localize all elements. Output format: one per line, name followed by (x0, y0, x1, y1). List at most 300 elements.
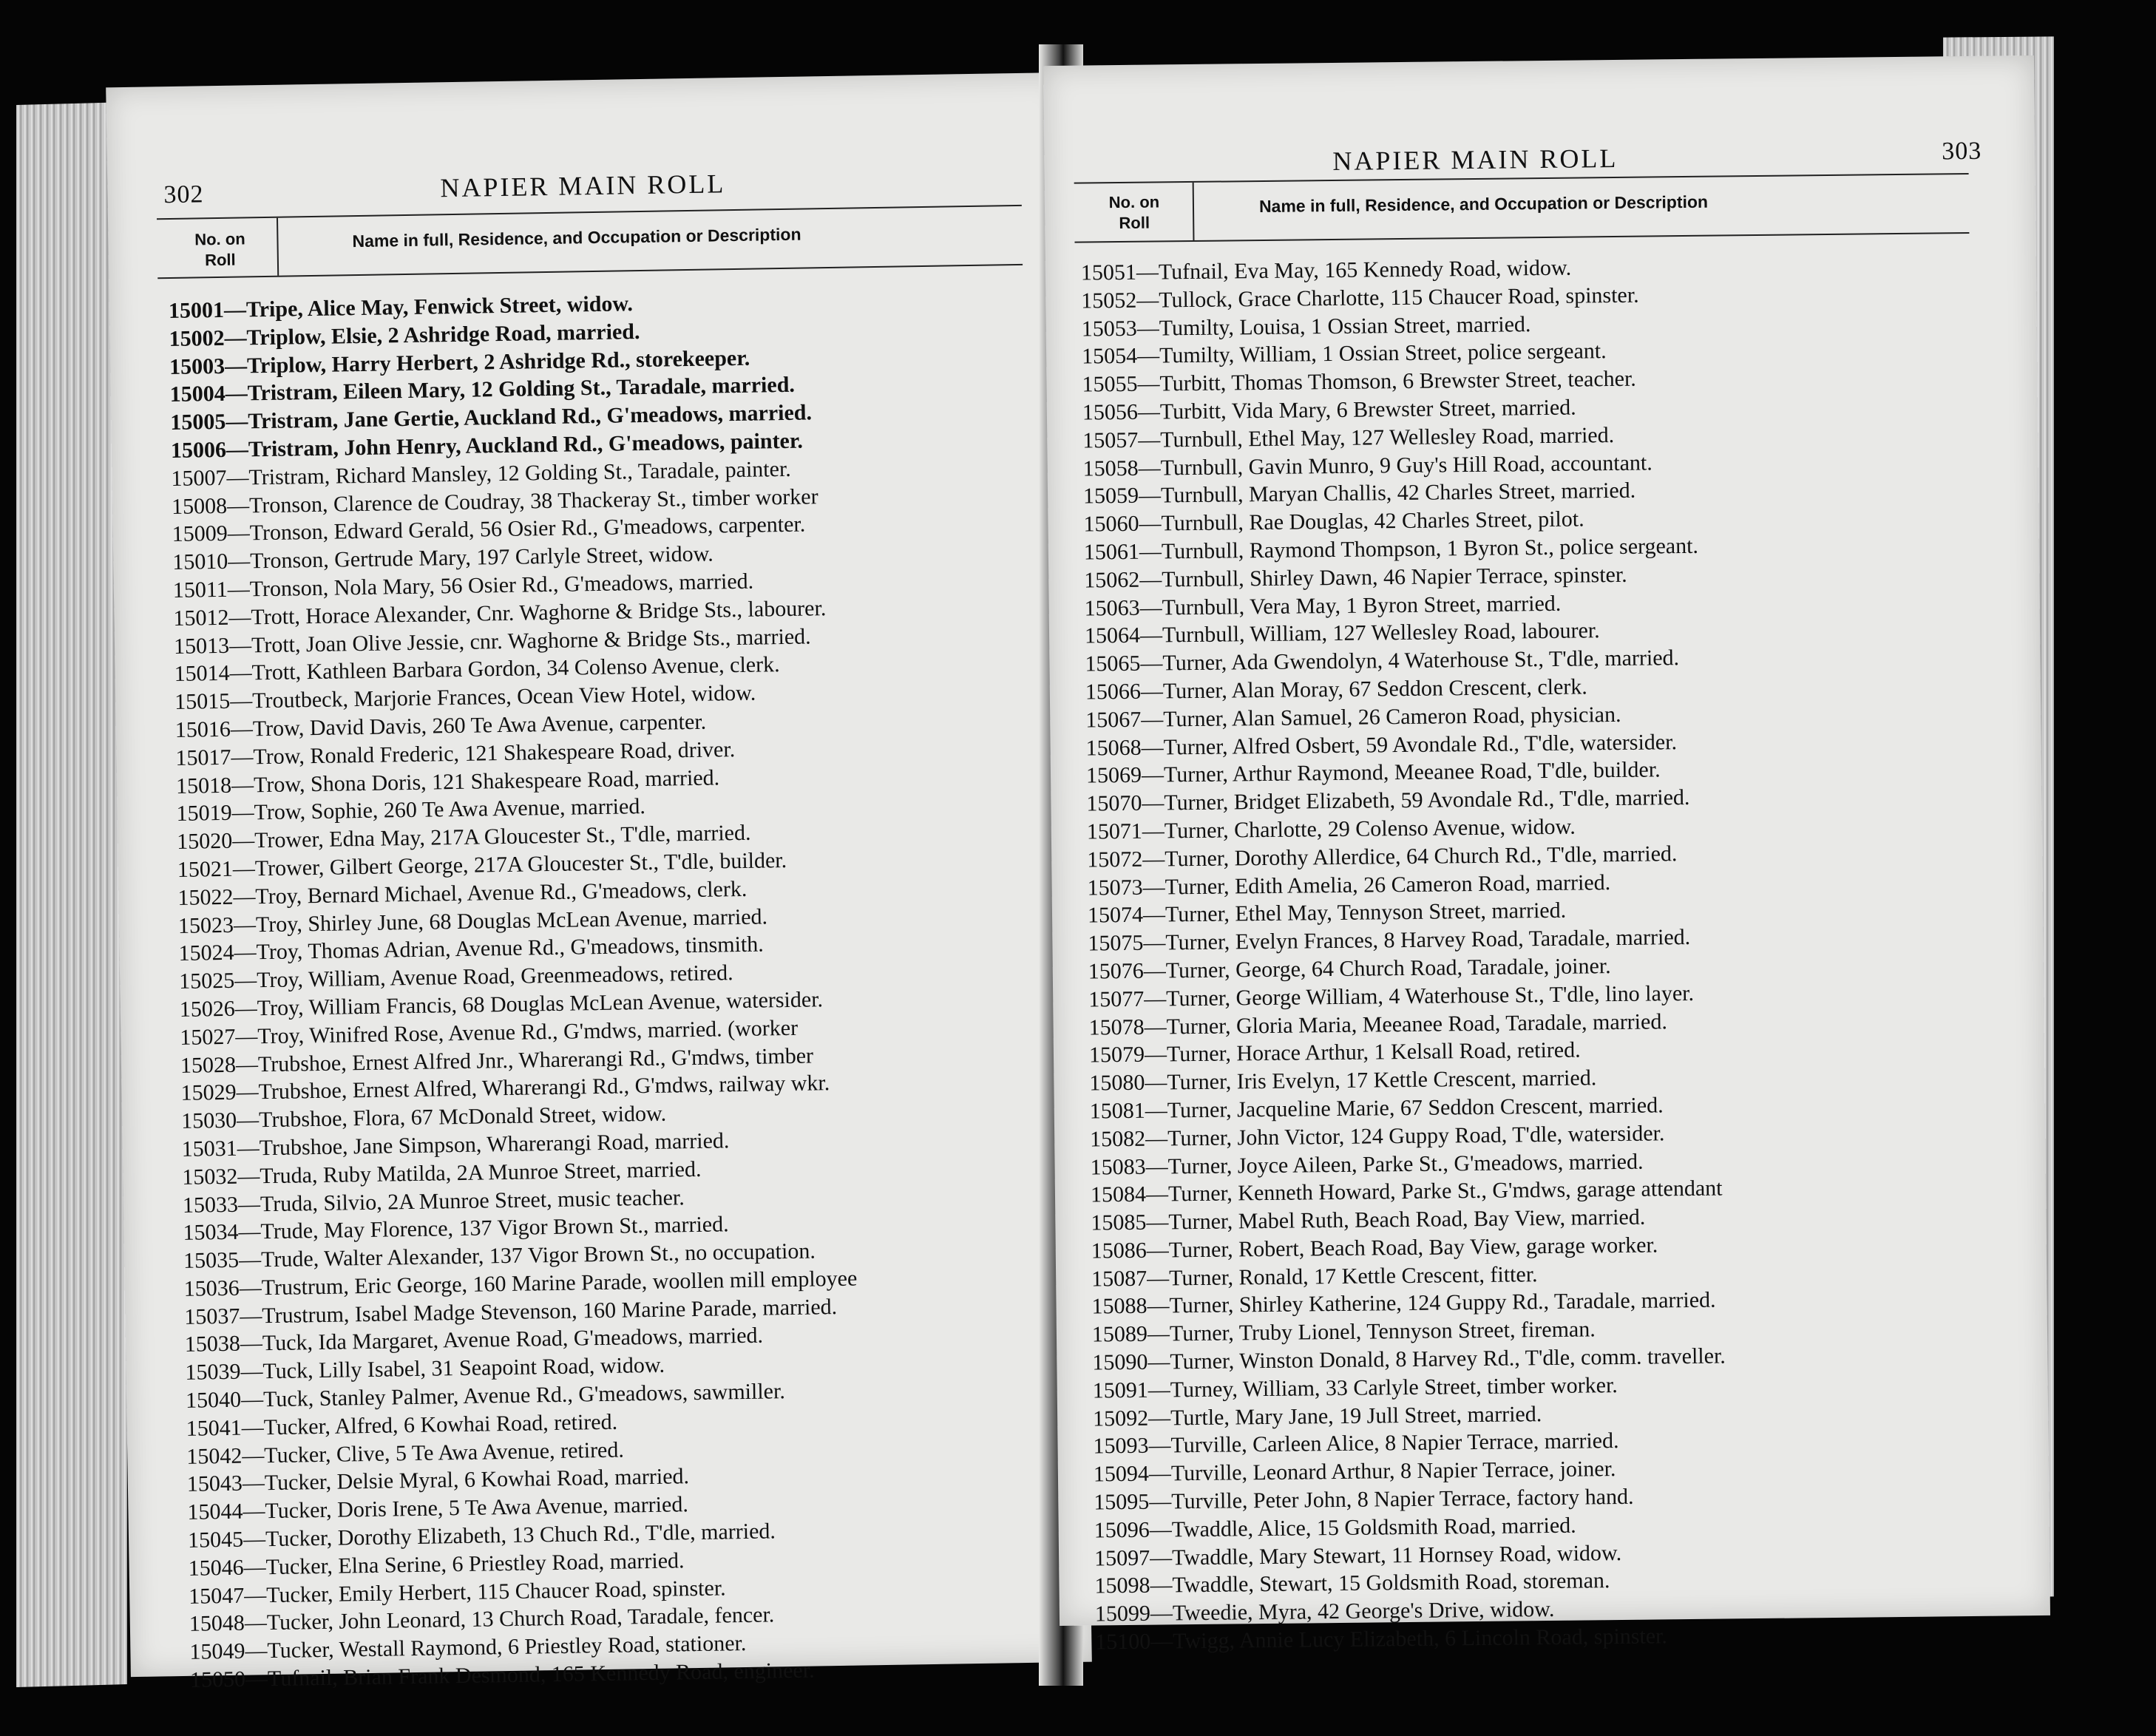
roll-entry: 15090—Turner, Winston Donald, 8 Harvey Rd., T'dle, comm. traveller. (1092, 1339, 2031, 1377)
roll-number: 15087 (1091, 1266, 1148, 1292)
roll-entry-text: Tucker, John Leonard, 13 Church Road, Taradale, fencer. (266, 1602, 775, 1635)
roll-entry-text: Tullock, Grace Charlotte, 115 Chaucer Road, spinster. (1159, 282, 1639, 313)
roll-entry: 15097—Twaddle, Mary Stewart, 11 Hornsey Road, widow. (1094, 1535, 2033, 1573)
roll-entry: 15052—Tullock, Grace Charlotte, 115 Chaucer Road, spinster. (1081, 277, 2020, 315)
roll-entry-text: Turner, Jacqueline Marie, 67 Seddon Crescent, married. (1167, 1093, 1664, 1123)
roll-number: 15076 (1088, 958, 1144, 984)
roll-entry: 15037—Trustrum, Isabel Madge Stevenson, 160 Marine Parade, married. (184, 1289, 1079, 1332)
roll-entry-text: Trower, Gilbert George, 217A Gloucester St., T'dle, builder. (254, 847, 787, 881)
roll-entry-text: Turner, George, 64 Church Road, Taradale, joiner. (1165, 954, 1611, 983)
roll-number: 15020 (176, 828, 233, 855)
roll-entry-text: Troy, William, Avenue Road, Greenmeadows, retired. (256, 960, 733, 993)
roll-entry-text: Triplow, Elsie, 2 Ashridge Road, married. (246, 319, 640, 350)
roll-number: 15086 (1091, 1238, 1147, 1264)
roll-entry: 15063—Turnbull, Vera May, 1 Byron Street, married. (1084, 585, 2023, 623)
roll-entry: 15077—Turner, George William, 4 Waterhouse St., T'dle, lino layer. (1088, 976, 2027, 1014)
column-header-roll-number (1079, 191, 1190, 234)
roll-entry-text: Turbitt, Vida Mary, 6 Brewster Street, married. (1159, 395, 1576, 424)
roll-number: 15021 (177, 856, 234, 882)
roll-entry: 15035—Trude, Walter Alexander, 137 Vigor Brown St., no occupation. (183, 1233, 1078, 1275)
roll-number: 15007 (171, 465, 227, 491)
roll-number: 15031 (181, 1136, 238, 1162)
roll-entry: 15006—Tristram, John Henry, Auckland Rd., G'meadows, painter. (171, 423, 1065, 465)
roll-number: 15033 (182, 1192, 239, 1218)
roll-number: 15066 (1085, 679, 1142, 705)
roll-entry-text: Truda, Ruby Matilda, 2A Munroe Street, married. (260, 1156, 702, 1188)
roll-entry: 15050—Tufnail, Brian Frank Desmond, 165 Kennedy Road, engineer. (190, 1652, 1085, 1695)
roll-entry-text: Turnbull, Gavin Munro, 9 Guy's Hill Road, accountant. (1160, 450, 1652, 481)
roll-number: 15023 (177, 912, 234, 938)
roll-entry: 15072—Turner, Dorothy Allerdice, 64 Church Rd., T'dle, married. (1087, 836, 2026, 874)
roll-entry: 15025—Troy, William, Avenue Road, Greenmeadows, retired. (179, 954, 1074, 996)
roll-number: 15095 (1094, 1489, 1150, 1515)
roll-number: 15042 (186, 1443, 243, 1469)
roll-number: 15080 (1089, 1070, 1145, 1096)
roll-entry: 15027—Troy, Winifred Rose, Avenue Rd., G'mdws, married. (worker (180, 1010, 1074, 1052)
roll-entry-text: Turner, Mabel Ruth, Beach Road, Bay View, married. (1168, 1204, 1646, 1235)
roll-entry: 15098—Twaddle, Stewart, 15 Goldsmith Road, storeman. (1094, 1563, 2033, 1601)
column-header-roll-number (164, 228, 276, 271)
roll-entry: 15047—Tucker, Emily Herbert, 115 Chaucer Road, spinster. (189, 1568, 1083, 1610)
roll-entry-text: Turner, Edith Amelia, 26 Cameron Road, married. (1165, 869, 1611, 899)
roll-entry-text: Turnbull, Raymond Thompson, 1 Byron St., police sergeant. (1161, 533, 1699, 564)
roll-entry-text: Tuck, Ida Margaret, Avenue Road, G'meadows, married. (262, 1323, 764, 1356)
roll-entry-text: Turner, Winston Donald, 8 Harvey Rd., T'dle, comm. traveller. (1170, 1343, 1726, 1374)
roll-number: 15096 (1094, 1517, 1150, 1543)
roll-number: 15052 (1081, 288, 1137, 313)
roll-entry-text: Twaddle, Stewart, 15 Goldsmith Road, storeman. (1172, 1568, 1610, 1598)
roll-number: 15067 (1085, 707, 1142, 733)
roll-number: 15025 (178, 968, 235, 994)
roll-entry: 15061—Turnbull, Raymond Thompson, 1 Byron St., police sergeant. (1084, 529, 2023, 566)
header-rule-bottom (1074, 232, 1969, 243)
roll-number: 15018 (175, 773, 232, 799)
roll-entry-text: Tucker, Clive, 5 Te Awa Avenue, retired. (264, 1437, 625, 1468)
roll-number: 15012 (173, 605, 229, 631)
roll-entry-text: Turville, Carleen Alice, 8 Napier Terrace, married. (1170, 1428, 1619, 1458)
roll-number: 15063 (1084, 595, 1140, 621)
roll-entry: 15099—Tweedie, Myra, 42 George's Drive, widow. (1095, 1590, 2034, 1628)
roll-entry-text: Turner, Ethel May, Tennyson Street, married. (1165, 898, 1567, 927)
roll-entry-text: Trubshoe, Flora, 67 McDonald Street, widow. (258, 1101, 667, 1133)
header-column-separator (1193, 183, 1195, 240)
roll-entry-text: Turner, Iris Evelyn, 17 Kettle Crescent, married. (1167, 1065, 1597, 1095)
roll-entry-text: Tronson, Clarence de Coudray, 38 Thackeray St., timber worker (248, 484, 818, 518)
roll-entry: 15084—Turner, Kenneth Howard, Parke St., G'mdws, garage attendant (1091, 1171, 2030, 1209)
roll-entry: 15100—Twigg, Annie Lucy Elizabeth, 6 Lincoln Road, spinster. (1095, 1618, 2034, 1656)
roll-entry-text: Turnbull, Rae Douglas, 42 Charles Street, pilot. (1161, 506, 1584, 536)
roll-entry-text: Tucker, Delsie Myral, 6 Kowhai Road, married. (264, 1464, 690, 1496)
roll-number: 15090 (1092, 1349, 1148, 1375)
roll-entry-text: Tweedie, Myra, 42 George's Drive, widow. (1172, 1597, 1555, 1626)
roll-entry: 15069—Turner, Arthur Raymond, Meeanee Road, T'dle, builder. (1086, 753, 2025, 790)
roll-entry: 15010—Tronson, Gertrude Mary, 197 Carlyle Street, widow. (172, 535, 1067, 577)
roll-number: 15055 (1082, 371, 1138, 397)
roll-number: 15030 (180, 1108, 237, 1134)
roll-entry-text: Turville, Leonard Arthur, 8 Napier Terrace, joiner. (1170, 1457, 1616, 1486)
roll-entry-text: Trott, Kathleen Barbara Gordon, 34 Colenso Avenue, clerk. (251, 652, 780, 685)
roll-number: 15050 (189, 1667, 246, 1692)
roll-entry-text: Trott, Joan Olive Jessie, cnr. Waghorne & Bridge Sts., married. (251, 624, 811, 657)
roll-entry-text: Trott, Horace Alexander, Cnr. Waghorne & Bridge Sts., labourer. (251, 595, 827, 630)
roll-entry-text: Tucker, Elna Serine, 6 Priestley Road, married. (265, 1548, 685, 1580)
roll-entry-text: Trude, Walter Alexander, 137 Vigor Brown St., no occupation. (260, 1238, 816, 1272)
roll-entry-text: Turner, Robert, Beach Road, Bay View, garage worker. (1168, 1233, 1658, 1263)
roll-entry-text: Truda, Silvio, 2A Munroe Street, music teacher. (260, 1184, 685, 1216)
roll-entry-list (1081, 249, 2035, 1656)
page-number: 303 (1942, 137, 1982, 166)
roll-entry-text: Turnbull, Vera May, 1 Byron Street, married. (1162, 591, 1562, 620)
roll-number: 15060 (1083, 511, 1139, 537)
roll-entry: 15001—Tripe, Alice May, Fenwick Street, widow. (169, 283, 1063, 325)
roll-entry: 15016—Trow, David Davis, 260 Te Awa Avenue, carpenter. (175, 702, 1070, 745)
roll-number: 15047 (189, 1583, 245, 1609)
roll-entry-text: Turner, Ronald, 17 Kettle Crescent, fitter. (1168, 1261, 1538, 1291)
roll-entry: 15053—Tumilty, Louisa, 1 Ossian Street, married. (1082, 305, 2021, 343)
roll-entry: 15056—Turbitt, Vida Mary, 6 Brewster Street, married. (1082, 389, 2021, 427)
roll-entry-text: Turner, George William, 4 Waterhouse St., T'dle, lino layer. (1166, 980, 1695, 1011)
running-title: NAPIER MAIN ROLL (440, 169, 726, 203)
roll-entry: 15078—Turner, Gloria Maria, Meeanee Road, Taradale, married. (1088, 1004, 2027, 1042)
roll-number: 15049 (189, 1638, 245, 1665)
roll-entry: 15026—Troy, William Francis, 68 Douglas McLean Avenue, watersider. (180, 982, 1074, 1024)
roll-entry: 15073—Turner, Edith Amelia, 26 Cameron Road, married. (1087, 864, 2026, 902)
roll-entry: 15081—Turner, Jacqueline Marie, 67 Seddon Crescent, married. (1090, 1088, 2029, 1125)
roll-entry: 15036—Trustrum, Eric George, 160 Marine Parade, woollen mill employee (183, 1261, 1078, 1303)
roll-number: 15072 (1087, 847, 1143, 872)
roll-number: 15041 (186, 1415, 242, 1441)
roll-entry-text: Turnbull, William, 127 Wellesley Road, labourer. (1162, 618, 1600, 648)
roll-entry: 15005—Tristram, Jane Gertie, Auckland Rd., G'meadows, married. (170, 395, 1065, 437)
roll-entry-text: Tucker, Alfred, 6 Kowhai Road, retired. (263, 1409, 618, 1440)
roll-entry-text: Turner, Bridget Elizabeth, 59 Avondale Rd., T'dle, married. (1164, 785, 1690, 816)
roll-entry: 15088—Turner, Shirley Katherine, 124 Guppy Rd., Taradale, married. (1091, 1284, 2030, 1321)
roll-entry: 15041—Tucker, Alfred, 6 Kowhai Road, retired. (186, 1401, 1080, 1443)
roll-entry-text: Turnbull, Ethel May, 127 Wellesley Road, married. (1160, 422, 1615, 452)
roll-number: 15029 (180, 1080, 237, 1106)
roll-entry: 15058—Turnbull, Gavin Munro, 9 Guy's Hill Road, accountant. (1083, 445, 2022, 483)
roll-entry: 15014—Trott, Kathleen Barbara Gordon, 34 Colenso Avenue, clerk. (174, 646, 1068, 688)
column-header-roll-number-line1: No. on (194, 229, 245, 249)
roll-number: 15084 (1090, 1181, 1147, 1207)
roll-entry-text: Triplow, Harry Herbert, 2 Ashridge Rd., storekeeper. (246, 345, 750, 378)
roll-entry: 15018—Trow, Shona Doris, 121 Shakespeare Road, married. (176, 759, 1071, 801)
roll-entry: 15051—Tufnail, Eva May, 165 Kennedy Road, widow. (1081, 249, 2020, 287)
roll-number: 15070 (1086, 790, 1142, 816)
right-page (1043, 55, 2050, 1655)
roll-number: 15037 (184, 1303, 240, 1329)
roll-entry: 15029—Trubshoe, Ernest Alfred, Wharerangi Rd., G'mdws, railway wkr. (180, 1065, 1075, 1108)
roll-number: 15064 (1084, 623, 1141, 648)
roll-entry-text: Turner, Joyce Aileen, Parke St., G'meadows, married. (1167, 1149, 1644, 1179)
roll-number: 15093 (1093, 1434, 1149, 1459)
roll-entry: 15066—Turner, Alan Moray, 67 Seddon Crescent, clerk. (1085, 668, 2024, 706)
roll-entry: 15024—Troy, Thomas Adrian, Avenue Rd., G'meadows, tinsmith. (178, 926, 1073, 968)
roll-number: 15094 (1093, 1461, 1150, 1487)
roll-entry-text: Twigg, Annie Lucy Elizabeth, 6 Lincoln Road, spinster. (1173, 1624, 1668, 1654)
roll-entry: 15054—Tumilty, William, 1 Ossian Street, police sergeant. (1082, 333, 2021, 371)
roll-number: 15097 (1094, 1545, 1150, 1571)
roll-entry-text: Turner, Shirley Katherine, 124 Guppy Rd., Taradale, married. (1169, 1288, 1716, 1318)
roll-entry-text: Trow, Sophie, 260 Te Awa Avenue, married. (254, 794, 646, 825)
roll-number: 15028 (180, 1052, 237, 1078)
roll-entry: 15065—Turner, Ada Gwendolyn, 4 Waterhouse St., T'dle, married. (1085, 640, 2024, 678)
roll-entry-text: Turtle, Mary Jane, 19 Jull Street, married. (1170, 1401, 1542, 1431)
roll-number: 15099 (1094, 1601, 1151, 1627)
roll-entry: 15094—Turville, Leonard Arthur, 8 Napier Terrace, joiner. (1094, 1451, 2033, 1488)
roll-entry-text: Trubshoe, Jane Simpson, Wharerangi Road, married. (259, 1128, 730, 1161)
roll-number: 15019 (176, 801, 232, 827)
roll-entry: 15023—Troy, Shirley June, 68 Douglas McLean Avenue, married. (178, 898, 1073, 940)
running-title: NAPIER MAIN ROLL (1332, 143, 1618, 176)
roll-entry-list (169, 283, 1085, 1695)
roll-number: 15009 (172, 521, 228, 547)
roll-entry: 15040—Tuck, Stanley Palmer, Avenue Rd., G'meadows, sawmiller. (186, 1373, 1080, 1415)
roll-entry-text: Turner, Ada Gwendolyn, 4 Waterhouse St., T'dle, married. (1162, 645, 1680, 676)
roll-number: 15058 (1082, 455, 1139, 481)
roll-entry-text: Twaddle, Alice, 15 Goldsmith Road, married. (1171, 1513, 1576, 1542)
roll-entry-text: Tucker, Doris Irene, 5 Te Awa Avenue, married. (265, 1492, 689, 1524)
roll-number: 15035 (183, 1247, 240, 1273)
roll-entry-text: Trow, David Davis, 260 Te Awa Avenue, carpenter. (252, 709, 707, 742)
roll-number: 15079 (1088, 1042, 1145, 1068)
roll-entry-text: Tumilty, William, 1 Ossian Street, police sergeant. (1159, 339, 1607, 368)
roll-entry-text: Twaddle, Mary Stewart, 11 Hornsey Road, widow. (1171, 1540, 1622, 1570)
roll-entry: 15082—Turner, John Victor, 124 Guppy Road, T'dle, watersider. (1090, 1116, 2029, 1153)
roll-number: 15016 (174, 716, 231, 742)
roll-number: 15015 (174, 688, 231, 715)
roll-entry: 15055—Turbitt, Thomas Thomson, 6 Brewster Street, teacher. (1082, 361, 2021, 399)
roll-entry: 15012—Trott, Horace Alexander, Cnr. Waghorne & Bridge Sts., labourer. (173, 591, 1068, 633)
roll-entry-text: Turner, Alan Moray, 67 Seddon Crescent, clerk. (1162, 674, 1587, 704)
roll-entry-text: Tronson, Nola Mary, 56 Osier Rd., G'meadows, married. (249, 569, 754, 602)
roll-number: 15089 (1091, 1321, 1148, 1347)
roll-entry: 15017—Trow, Ronald Frederic, 121 Shakespeare Road, driver. (175, 730, 1070, 773)
roll-entry-text: Tristram, Richard Mansley, 12 Golding St., Taradale, painter. (248, 456, 792, 490)
roll-number: 15043 (186, 1471, 243, 1497)
roll-number: 15032 (182, 1164, 238, 1190)
roll-entry: 15028—Trubshoe, Ernest Alfred Jnr., Wharerangi Rd., G'mdws, timber (180, 1037, 1075, 1079)
roll-entry: 15085—Turner, Mabel Ruth, Beach Road, Bay View, married. (1091, 1199, 2030, 1237)
roll-entry: 15009—Tronson, Edward Gerald, 56 Osier Rd., G'meadows, carpenter. (172, 506, 1066, 549)
roll-entry: 15080—Turner, Iris Evelyn, 17 Kettle Crescent, married. (1089, 1059, 2028, 1097)
roll-number: 15057 (1082, 427, 1139, 453)
roll-number: 15046 (188, 1555, 244, 1581)
roll-number: 15022 (177, 884, 234, 910)
roll-number: 15003 (169, 353, 226, 379)
roll-number: 15038 (184, 1332, 241, 1357)
roll-entry: 15007—Tristram, Richard Mansley, 12 Golding St., Taradale, painter. (171, 451, 1065, 493)
roll-number: 15061 (1083, 539, 1140, 565)
roll-entry-text: Tucker, Dorothy Elizabeth, 13 Chuch Rd., T'dle, married. (265, 1519, 776, 1552)
roll-entry-text: Troy, Bernard Michael, Avenue Rd., G'meadows, clerk. (255, 876, 748, 909)
roll-entry: 15003—Triplow, Harry Herbert, 2 Ashridge Rd., storekeeper. (169, 339, 1064, 382)
roll-entry: 15038—Tuck, Ida Margaret, Avenue Road, G'meadows, married. (185, 1317, 1079, 1359)
roll-entry-text: Troutbeck, Marjorie Frances, Ocean View Hotel, widow. (251, 680, 756, 713)
roll-entry: 15075—Turner, Evelyn Frances, 8 Harvey Road, Taradale, married. (1088, 920, 2027, 957)
roll-number: 15068 (1085, 735, 1142, 761)
column-header-roll-number-line1: No. on (1108, 192, 1160, 212)
roll-entry: 15064—Turnbull, William, 127 Wellesley Road, labourer. (1085, 613, 2024, 651)
roll-entry: 15048—Tucker, John Leonard, 13 Church Road, Taradale, fencer. (189, 1596, 1084, 1638)
roll-entry: 15011—Tronson, Nola Mary, 56 Osier Rd., G'meadows, married. (173, 563, 1068, 605)
column-header-roll-number-line2: Roll (1119, 213, 1150, 233)
roll-number: 15039 (185, 1359, 241, 1386)
header-rule-bottom (157, 264, 1023, 279)
roll-number: 15069 (1085, 763, 1142, 788)
roll-number: 15078 (1088, 1014, 1145, 1040)
roll-number: 15051 (1080, 260, 1137, 285)
roll-number: 15001 (168, 297, 225, 324)
roll-number: 15073 (1087, 875, 1143, 901)
roll-entry-text: Tripe, Alice May, Fenwick Street, widow. (245, 291, 634, 322)
roll-number: 15013 (173, 633, 230, 659)
roll-entry-text: Trustrum, Isabel Madge Stevenson, 160 Marine Parade, married. (262, 1294, 838, 1328)
roll-entry: 15074—Turner, Ethel May, Tennyson Street, married. (1088, 892, 2027, 930)
roll-entry-text: Turnbull, Maryan Challis, 42 Charles Street, married. (1160, 478, 1636, 508)
roll-number: 15059 (1082, 484, 1139, 509)
roll-entry: 15032—Truda, Ruby Matilda, 2A Munroe Street, married. (182, 1150, 1077, 1192)
roll-entry-text: Turnbull, Shirley Dawn, 46 Napier Terrace, spinster. (1162, 562, 1627, 592)
roll-entry: 15067—Turner, Alan Samuel, 26 Cameron Road, physician. (1085, 696, 2024, 734)
roll-entry-text: Turney, William, 33 Carlyle Street, timber worker. (1170, 1372, 1618, 1403)
roll-entry: 15042—Tucker, Clive, 5 Te Awa Avenue, retired. (186, 1429, 1081, 1471)
roll-number: 15005 (170, 410, 226, 435)
roll-entry-text: Tristram, Jane Gertie, Auckland Rd., G'meadows, married. (248, 400, 813, 434)
roll-number: 15075 (1088, 930, 1144, 956)
roll-entry: 15030—Trubshoe, Flora, 67 McDonald Street, widow. (181, 1094, 1076, 1136)
roll-entry-text: Troy, William Francis, 68 Douglas McLean Avenue, watersider. (257, 987, 824, 1021)
roll-entry-text: Turner, Truby Lionel, Tennyson Street, fireman. (1169, 1317, 1596, 1346)
roll-entry-text: Tucker, Westall Raymond, 6 Priestley Road, stationer. (267, 1631, 747, 1664)
roll-entry-text: Turner, Evelyn Frances, 8 Harvey Road, Taradale, married. (1165, 925, 1691, 955)
roll-entry: 15059—Turnbull, Maryan Challis, 42 Charles Street, married. (1083, 473, 2022, 511)
roll-number: 15085 (1091, 1210, 1147, 1235)
roll-entry-text: Tronson, Gertrude Mary, 197 Carlyle Street, widow. (250, 541, 714, 574)
roll-entry-text: Troy, Winifred Rose, Avenue Rd., G'mdws, married. (worker (257, 1015, 799, 1048)
roll-entry-text: Tuck, Lilly Isabel, 31 Seapoint Road, widow. (262, 1352, 665, 1384)
roll-number: 15065 (1085, 651, 1141, 677)
roll-number: 15053 (1081, 316, 1137, 342)
roll-entry: 15060—Turnbull, Rae Douglas, 42 Charles Street, pilot. (1083, 501, 2022, 538)
roll-entry-text: Turner, John Victor, 124 Guppy Road, T'dle, watersider. (1167, 1121, 1665, 1151)
roll-number: 15081 (1089, 1098, 1145, 1124)
roll-number: 15092 (1092, 1406, 1149, 1431)
roll-entry: 15039—Tuck, Lilly Isabel, 31 Seapoint Road, widow. (185, 1345, 1079, 1387)
roll-entry-text: Tufnail, Eva May, 165 Kennedy Road, widow. (1158, 255, 1572, 285)
roll-entry: 15043—Tucker, Delsie Myral, 6 Kowhai Road, married. (187, 1457, 1082, 1499)
roll-entry: 15033—Truda, Silvio, 2A Munroe Street, music teacher. (183, 1177, 1077, 1219)
roll-entry-text: Turville, Peter John, 8 Napier Terrace, factory hand. (1171, 1484, 1634, 1514)
roll-entry: 15034—Trude, May Florence, 137 Vigor Brown St., married. (183, 1205, 1077, 1247)
roll-entry-text: Tumilty, Louisa, 1 Ossian Street, married. (1159, 311, 1531, 341)
roll-entry: 15079—Turner, Horace Arthur, 1 Kelsall Road, retired. (1089, 1032, 2028, 1070)
roll-number: 15026 (179, 996, 236, 1022)
roll-entry-text: Turner, Gloria Maria, Meeanee Road, Taradale, married. (1166, 1008, 1668, 1039)
column-header-description: Name in full, Residence, and Occupation or Description (352, 224, 801, 251)
roll-entry-text: Turner, Kenneth Howard, Parke St., G'mdws, garage attendant (1167, 1176, 1723, 1207)
roll-entry-text: Trower, Edna May, 217A Gloucester St., T'dle, married. (254, 820, 751, 853)
roll-entry: 15019—Trow, Sophie, 260 Te Awa Avenue, married. (176, 786, 1071, 828)
roll-entry-text: Turner, Dorothy Allerdice, 64 Church Rd., T'dle, married. (1165, 841, 1678, 872)
roll-entry: 15031—Trubshoe, Jane Simpson, Wharerangi Road, married. (181, 1122, 1076, 1164)
roll-number: 15048 (189, 1611, 245, 1637)
roll-number: 15006 (170, 437, 227, 464)
roll-entry: 15092—Turtle, Mary Jane, 19 Jull Street, married. (1093, 1395, 2032, 1433)
roll-entry: 15062—Turnbull, Shirley Dawn, 46 Napier Terrace, spinster. (1084, 557, 2023, 594)
page-number: 302 (163, 180, 204, 209)
roll-entry: 15002—Triplow, Elsie, 2 Ashridge Road, married. (169, 311, 1063, 353)
roll-entry: 15044—Tucker, Doris Irene, 5 Te Awa Avenue, married. (187, 1485, 1082, 1527)
roll-entry: 15083—Turner, Joyce Aileen, Parke St., G'meadows, married. (1090, 1144, 2029, 1181)
roll-entry-text: Turner, Alan Samuel, 26 Cameron Road, physician. (1163, 702, 1621, 732)
roll-entry-text: Turner, Charlotte, 29 Colenso Avenue, widow. (1164, 814, 1576, 844)
roll-entry-text: Turner, Alfred Osbert, 59 Avondale Rd., T'dle, watersider. (1163, 729, 1678, 759)
roll-number: 15011 (172, 577, 228, 603)
roll-entry-text: Turbitt, Thomas Thomson, 6 Brewster Street, teacher. (1159, 366, 1637, 396)
roll-entry-text: Troy, Thomas Adrian, Avenue Rd., G'meadows, tinsmith. (256, 932, 765, 965)
roll-entry-text: Turner, Horace Arthur, 1 Kelsall Road, retired. (1166, 1037, 1581, 1067)
roll-number: 15034 (183, 1220, 239, 1246)
roll-number: 15036 (183, 1275, 240, 1301)
roll-entry-text: Trubshoe, Ernest Alfred Jnr., Wharerangi Rd., G'mdws, timber (257, 1042, 814, 1076)
roll-number: 15008 (171, 493, 228, 519)
roll-entry: 15086—Turner, Robert, Beach Road, Bay View, garage worker. (1091, 1227, 2030, 1265)
roll-entry: 15070—Turner, Bridget Elizabeth, 59 Avondale Rd., T'dle, married. (1086, 780, 2025, 818)
roll-entry-text: Trow, Ronald Frederic, 121 Shakespeare Road, driver. (253, 736, 736, 770)
roll-entry-text: Trubshoe, Ernest Alfred, Wharerangi Rd., G'mdws, railway wkr. (258, 1071, 830, 1105)
roll-number: 15071 (1086, 818, 1143, 844)
roll-number: 15027 (180, 1024, 236, 1050)
roll-entry: 15071—Turner, Charlotte, 29 Colenso Avenue, widow. (1087, 808, 2026, 846)
roll-number: 15040 (185, 1387, 242, 1413)
roll-entry-text: Tristram, Eileen Mary, 12 Golding St., Taradale, married. (247, 373, 796, 406)
roll-entry-text: Troy, Shirley June, 68 Douglas McLean Avenue, married. (255, 903, 768, 937)
roll-entry: 15095—Turville, Peter John, 8 Napier Terrace, factory hand. (1094, 1479, 2033, 1516)
roll-number: 15082 (1090, 1126, 1146, 1152)
roll-number: 15054 (1081, 344, 1138, 369)
roll-number: 15014 (174, 661, 230, 687)
roll-number: 15044 (187, 1499, 243, 1525)
roll-number: 15088 (1091, 1294, 1148, 1319)
roll-entry: 15089—Turner, Truby Lionel, Tennyson Street, fireman. (1092, 1311, 2031, 1349)
roll-number: 15002 (169, 325, 225, 351)
roll-entry: 15045—Tucker, Dorothy Elizabeth, 13 Chuch Rd., T'dle, married. (188, 1513, 1082, 1555)
roll-entry: 15046—Tucker, Elna Serine, 6 Priestley Road, married. (188, 1541, 1082, 1583)
roll-number: 15100 (1095, 1629, 1151, 1655)
roll-entry: 15022—Troy, Bernard Michael, Avenue Rd., G'meadows, clerk. (177, 870, 1072, 912)
roll-entry: 15015—Troutbeck, Marjorie Frances, Ocean View Hotel, widow. (174, 674, 1069, 716)
roll-number: 15056 (1082, 399, 1139, 425)
roll-entry-text: Tronson, Edward Gerald, 56 Osier Rd., G'meadows, carpenter. (249, 512, 806, 546)
roll-entry: 15049—Tucker, Westall Raymond, 6 Priestley Road, stationer. (189, 1624, 1084, 1667)
roll-entry: 15076—Turner, George, 64 Church Road, Taradale, joiner. (1088, 948, 2027, 986)
roll-entry-text: Tucker, Emily Herbert, 115 Chaucer Road, spinster. (265, 1576, 726, 1607)
roll-number: 15098 (1094, 1573, 1150, 1598)
header-column-separator (277, 218, 279, 276)
roll-number: 15004 (169, 382, 226, 407)
roll-entry: 15004—Tristram, Eileen Mary, 12 Golding St., Taradale, married. (169, 367, 1064, 409)
roll-entry-text: Tristram, John Henry, Auckland Rd., G'meadows, painter. (248, 428, 804, 462)
roll-entry: 15091—Turney, William, 33 Carlyle Street, timber worker. (1093, 1367, 2032, 1405)
roll-entry: 15013—Trott, Joan Olive Jessie, cnr. Waghorne & Bridge Sts., married. (174, 619, 1068, 661)
roll-entry: 15020—Trower, Edna May, 217A Gloucester St., T'dle, married. (177, 814, 1071, 856)
roll-number: 15017 (175, 745, 231, 770)
column-header-description: Name in full, Residence, and Occupation or Description (1258, 191, 1709, 217)
roll-number: 15077 (1088, 986, 1145, 1012)
roll-entry-text: Tuck, Stanley Palmer, Avenue Rd., G'meadows, sawmiller. (262, 1379, 786, 1412)
roll-number: 15074 (1087, 903, 1144, 928)
